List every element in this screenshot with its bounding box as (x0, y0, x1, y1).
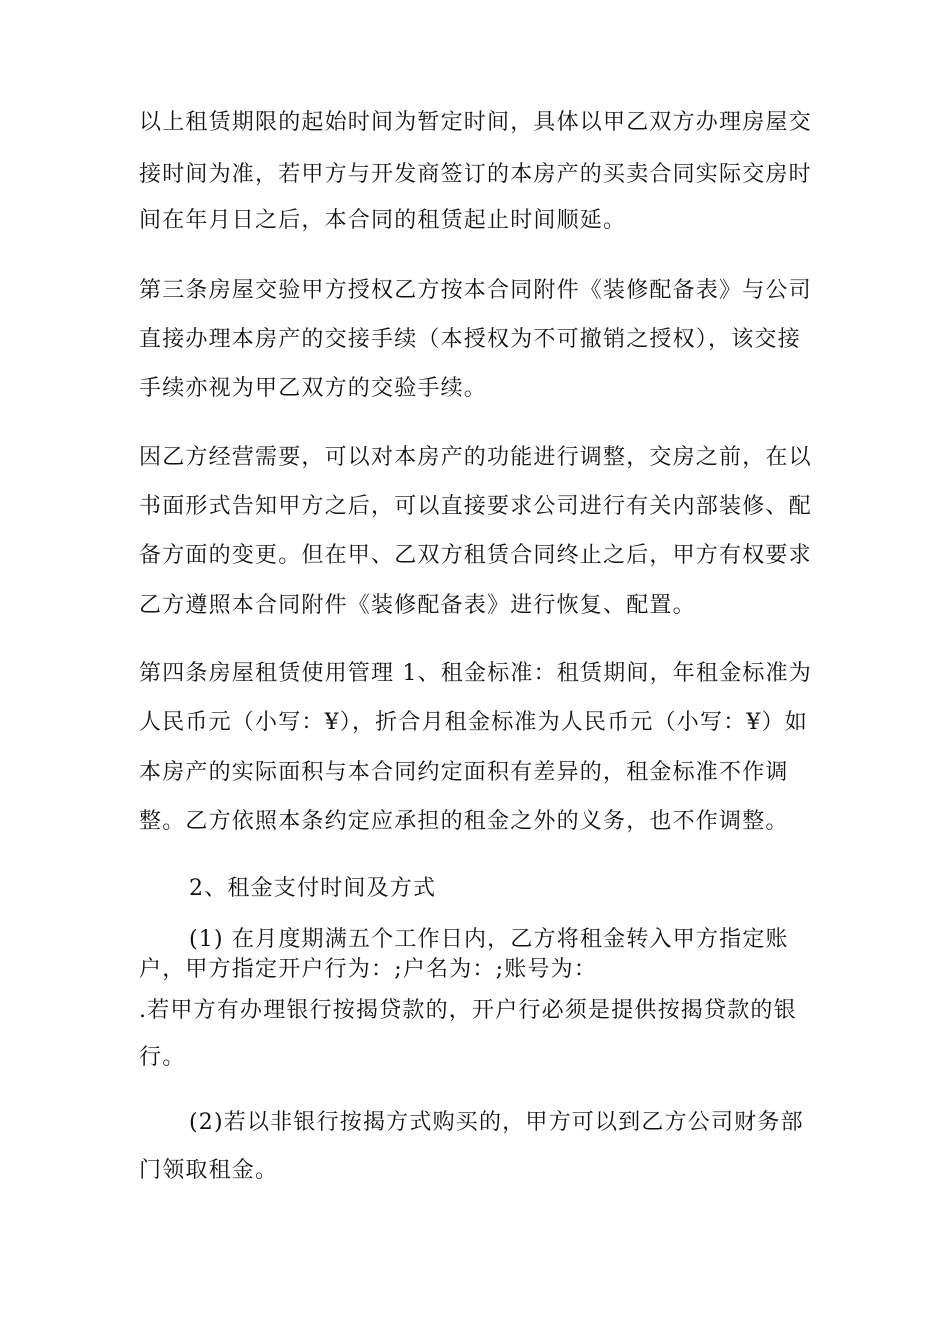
section-heading-rent-payment: 2、租金支付时间及方式 (189, 876, 437, 901)
paragraph-3-line-3: 备方面的变更。但在甲、乙双方租赁合同终止之后，甲方有权要求 (139, 543, 812, 568)
paragraph-4-line-3: 本房产的实际面积与本合同约定面积有差异的，租金标准不作调 (139, 760, 789, 785)
paragraph-3-line-1: 因乙方经营需要，可以对本房产的功能进行调整，交房之前，在以 (139, 445, 812, 470)
paragraph-4-line-2: 人民币元（小写：¥），折合月租金标准为人民币元（小写：¥）如 (139, 710, 808, 735)
paragraph-7-line-2: 门领取租金。 (139, 1158, 279, 1183)
paragraph-4-line-1: 第四条房屋租赁使用管理 1、租金标准：租赁期间，年租金标准为 (139, 661, 812, 686)
paragraph-2-line-3: 手续亦视为甲乙双方的交验手续。 (139, 376, 488, 401)
paragraph-7-line-1: (2)若以非银行按揭方式购买的，甲方可以到乙方公司财务部 (189, 1110, 804, 1135)
paragraph-3-line-4: 乙方遵照本合同附件《装修配备表》进行恢复、配置。 (139, 593, 696, 618)
paragraph-3-line-2: 书面形式告知甲方之后，可以直接要求公司进行有关内部装修、配 (139, 494, 812, 519)
paragraph-2-line-2: 直接办理本房产的交接手续（本授权为不可撤销之授权），该交接 (139, 327, 801, 352)
paragraph-6-line-3: .若甲方有办理银行按揭贷款的，开户行必须是提供按揭贷款的银 (139, 998, 797, 1023)
paragraph-1-line-1: 以上租赁期限的起始时间为暂定时间，具体以甲乙双方办理房屋交 (139, 110, 812, 135)
paragraph-4-line-4: 整。乙方依照本条约定应承担的租金之外的义务，也不作调整。 (139, 809, 789, 834)
paragraph-6-line-2: 户，甲方指定开户行为：;户名为：;账号为： (139, 957, 598, 982)
paragraph-2-line-1: 第三条房屋交验甲方授权乙方按本合同附件《装修配备表》与公司 (139, 278, 812, 303)
paragraph-1-line-2: 接时间为准，若甲方与开发商签订的本房产的买卖合同实际交房时 (139, 162, 812, 187)
paragraph-6-line-4: 行。 (139, 1045, 186, 1070)
paragraph-6-line-1: (1) 在月度期满五个工作日内，乙方将租金转入甲方指定账 (189, 927, 789, 952)
paragraph-1-line-3: 间在年月日之后，本合同的租赁起止时间顺延。 (139, 208, 627, 233)
